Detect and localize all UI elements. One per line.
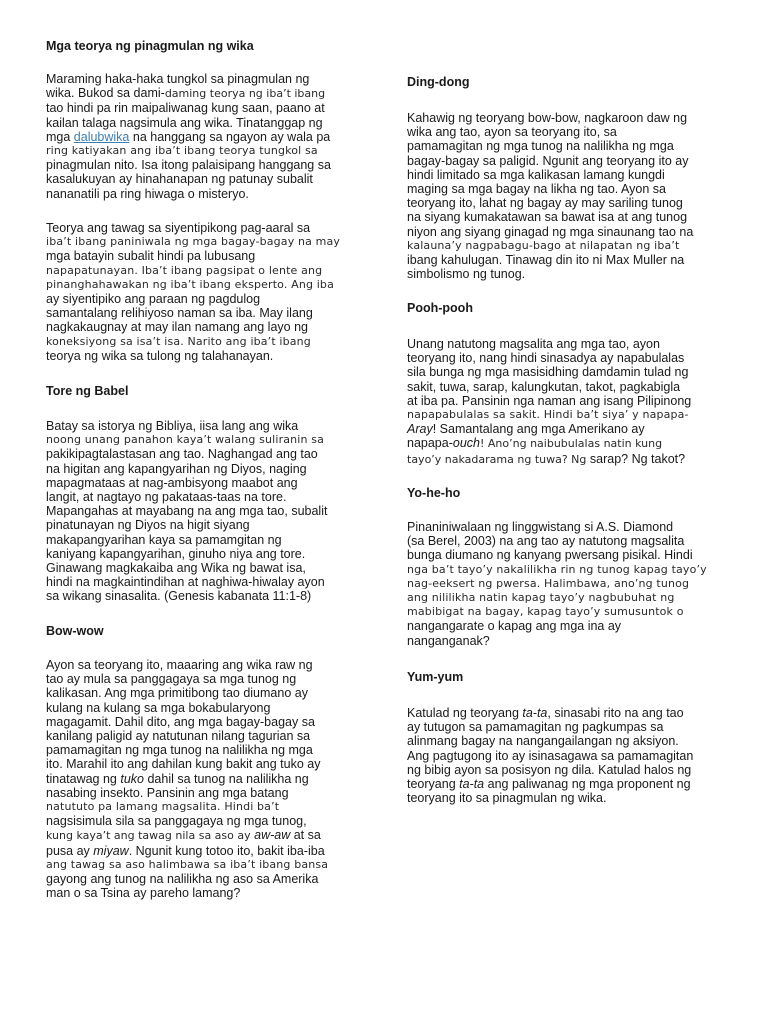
text-line — [407, 619, 707, 633]
text-segment: ay siyentipiko ang paraan ng pagdulog — [46, 292, 261, 307]
text-segment: sakit, tuwa, sarap, kalungkutan, takot, pagkabigla — [407, 379, 681, 394]
ding-dong-heading: Ding-dong — [407, 75, 470, 89]
text-line — [46, 743, 328, 757]
text-line — [407, 225, 693, 239]
text-line — [46, 800, 328, 814]
text-line — [407, 380, 691, 394]
text-segment: nagsisimula sila sa panggagaya ng mga tunog, — [46, 814, 307, 829]
text-segment: makapangyarihan kaya sa pamamgitan ng — [46, 532, 282, 547]
text-line — [46, 886, 328, 900]
text-line — [46, 701, 328, 715]
text-line — [407, 436, 691, 451]
text-segment: nasabing insekto. Pansinin ang mga batang — [46, 785, 289, 800]
text-segment: pusa ay — [46, 843, 94, 858]
text-line — [46, 144, 331, 158]
text-line — [46, 235, 340, 249]
text-line — [407, 605, 707, 619]
text-line — [46, 858, 328, 872]
text-segment: simbolismo ng tunog. — [407, 267, 526, 282]
text-segment: ng bibig ayon sa posisyon ng dila. Katulad halos ng — [407, 762, 692, 777]
text-segment: langit, at nagtayo ng pakataas-taas na tore. — [46, 490, 287, 505]
text-segment: (sa Berel, 2003) na ang tao ay natutong magsalita — [407, 534, 685, 549]
text-line — [407, 520, 707, 534]
text-segment: tinatawag ng — [46, 771, 121, 786]
text-segment: napapabulalas sa sakit. Hindi ba’t siya’ y napapa- — [407, 408, 689, 422]
text-line — [46, 158, 331, 172]
text-line — [46, 872, 328, 886]
yum-yum-paragraph — [407, 706, 693, 805]
text-segment: tayo’y nakadarama ng tuwa? Ng — [407, 452, 590, 466]
bow-wow-heading: Bow-wow — [46, 624, 104, 638]
text-segment: Katulad ng teoryang — [407, 706, 523, 720]
yo-he-ho-heading: Yo-he-ho — [407, 486, 461, 500]
text-line — [407, 777, 693, 791]
text-segment: dahil sa tunog na nalilikha ng — [144, 771, 309, 786]
teorya-paragraph — [46, 221, 340, 363]
text-segment: gayong ang tunog na nalilikha ng aso sa Amerika — [46, 872, 319, 887]
text-line — [46, 772, 328, 786]
text-line — [46, 686, 328, 700]
text-line — [46, 757, 328, 771]
tore-ng-babel-paragraph — [46, 419, 327, 604]
text-segment: ang paliwanag ng mga proponent ng — [484, 777, 691, 792]
text-line — [407, 154, 693, 168]
text-line — [46, 518, 327, 532]
text-line — [46, 320, 340, 334]
italic-term: ta-ta — [459, 777, 485, 792]
italic-term: aw-aw — [254, 828, 291, 843]
italic-term: tuko — [120, 771, 144, 786]
text-segment: ! Samantalang ang mga Amerikano ay — [432, 422, 645, 437]
text-line — [46, 306, 340, 320]
text-segment: niyon ang siyang ginagad ng mga sinaunang tao na — [407, 224, 694, 239]
text-segment: nag-eeksert ng pwersa. Halimbawa, ano’ng tunog — [407, 576, 690, 590]
text-line — [46, 561, 327, 575]
text-segment: hindi limitado sa mga kalikasan lamang kungdi — [407, 167, 665, 182]
text-segment: , sinasabi rito na ang tao — [547, 706, 684, 720]
text-line — [46, 658, 328, 672]
text-line — [407, 422, 691, 436]
text-line — [407, 577, 707, 591]
text-line — [407, 111, 693, 125]
text-segment: ito. Marahil ito ang dahilan kung bakit ang tuko ay — [46, 757, 321, 772]
text-segment: magagamit. Dahil dito, ang mga bagay-bagay sa — [46, 714, 315, 729]
text-segment: mabibigat na bagay, kapag tayo’y sumusuntok o — [407, 605, 684, 619]
text-line — [46, 433, 327, 447]
text-segment: daming teorya ng iba’t ibang — [164, 87, 326, 101]
text-segment: kasalukuyan ay hinahanapan ng patunay subalit — [46, 172, 313, 187]
text-segment: pinatunayan ng Diyos na higit siyang — [46, 518, 250, 533]
text-segment: ibang kahulugan. Tinawag din ito ni Max Muller na — [407, 253, 685, 268]
text-segment: Pinaniniwalaan ng linggwistang si A.S. Diamond — [407, 520, 674, 534]
pooh-pooh-paragraph — [407, 337, 691, 467]
text-segment: Teorya ang tawag sa siyentipikong pag-aaral sa — [46, 221, 311, 235]
text-line — [407, 548, 707, 562]
text-segment: mga batayin subalit hindi pa lubusang — [46, 249, 256, 264]
text-segment: maging sa mga bagay na likha ng tao. Ayon sa — [407, 182, 666, 197]
ding-dong-paragraph — [407, 111, 693, 281]
text-segment: na higitan ang kapangyarihan ng Diyos, naging — [46, 461, 307, 476]
text-line — [46, 672, 328, 686]
text-segment: at iba pa. Pansinin nga naman ang isang Pilipinong — [407, 393, 692, 408]
text-segment: bunga diumano ng kanyang pwersang pisikal. Hindi — [407, 548, 693, 563]
text-line — [46, 292, 340, 306]
text-segment: pamamagitan ng mga tunog na nalilikha ng mga — [407, 139, 674, 154]
text-line — [407, 267, 693, 281]
text-segment: hindi na magkaintindihan at naghiwa-hiwalay ayon — [46, 575, 325, 590]
text-segment: nanganganak? — [407, 633, 490, 648]
text-segment: mapagmataas at nag-ambisyong maabot ang — [46, 475, 298, 490]
text-line — [407, 239, 693, 253]
text-line — [407, 168, 693, 182]
text-segment: teorya ng wika sa tulong ng talahanayan. — [46, 348, 274, 363]
text-segment: koneksiyong sa isa’t isa. Narito ang iba’t ibang — [46, 334, 311, 348]
text-line — [46, 221, 340, 235]
text-segment: mga — [46, 129, 74, 144]
text-segment: kaniyang kapangyarihan, ginuho niya ang tore. — [46, 546, 306, 561]
text-segment: nananatili pa ring hiwaga o misteryo. — [46, 186, 249, 201]
text-segment: teoryang — [407, 777, 460, 792]
text-segment: nga ba’t tayo’y nakalilikha rin ng tunog kapag tayo’y — [407, 562, 707, 576]
text-line — [46, 86, 331, 101]
text-line — [46, 814, 328, 828]
text-line — [407, 196, 693, 210]
text-segment: Batay sa istorya ng Bibliya, iisa lang ang wika — [46, 419, 299, 433]
text-segment: Kahawig ng teoryang bow-bow, nagkaroon daw ng — [407, 111, 688, 125]
text-segment: kalikasan. Ang mga primitibong tao diumano ay — [46, 686, 308, 701]
text-segment: wika ang tao, ayon sa teoryang ito, sa — [407, 125, 617, 140]
text-line — [407, 563, 707, 577]
text-line — [407, 749, 693, 763]
text-line — [46, 462, 327, 476]
text-line — [46, 419, 327, 433]
italic-term: Aray — [407, 422, 433, 437]
pooh-pooh-heading: Pooh-pooh — [407, 301, 473, 315]
text-line — [407, 534, 707, 548]
text-line — [407, 365, 691, 379]
text-segment: Ang pagtugong ito ay isinasagawa sa pamamagitan — [407, 748, 694, 763]
text-segment: at sa — [290, 828, 321, 843]
text-line — [407, 253, 693, 267]
text-line — [407, 408, 691, 422]
text-segment: bagay-bagay sa paligid. Ngunit ang teoryang ito ay — [407, 153, 689, 168]
text-line — [407, 763, 693, 777]
text-segment: nangangarate o kapag ang mga ina ay — [407, 619, 622, 634]
text-line — [407, 337, 691, 351]
text-line — [46, 349, 340, 363]
text-segment: Ginawang magkakaiba ang Wika ng bawat isa, — [46, 561, 306, 576]
text-line — [46, 172, 331, 186]
text-line — [46, 72, 331, 86]
text-line — [407, 210, 693, 224]
text-line — [407, 351, 691, 365]
text-line — [407, 139, 693, 153]
text-segment: kalauna’y nagpabagu-bago at nilapatan ng iba’t — [407, 238, 680, 252]
italic-term: ta-ta — [522, 706, 548, 720]
text-segment: teoryang ito sa pinagmulan ng wika. — [407, 791, 607, 806]
intro-paragraph — [46, 72, 331, 201]
italic-term: ouch — [452, 436, 480, 451]
text-segment: pamamagitan ng mga tunog na nalilikha ng mga — [46, 743, 313, 758]
text-line — [407, 734, 693, 748]
text-line — [46, 278, 340, 292]
text-line — [46, 729, 328, 743]
text-segment: pinanghahawakan ng iba’t ibang eksperto. Ang iba — [46, 277, 334, 291]
text-segment: Maraming haka-haka tungkol sa pinagmulan ng — [46, 72, 310, 86]
text-line — [46, 786, 328, 800]
text-line — [407, 182, 693, 196]
text-line — [407, 706, 693, 720]
text-line — [46, 101, 331, 115]
text-segment: ang nililikha natin kapag tayo’y nagbubuhat ng — [407, 591, 675, 605]
text-segment: pinagmulan nito. Isa itong palaisipang hanggang sa — [46, 158, 331, 173]
text-segment: natututo pa lamang magsalita. Hindi ba’t — [46, 800, 280, 814]
text-segment: na hanggang sa ngayon ay wala pa — [129, 129, 331, 144]
text-line — [46, 447, 327, 461]
text-segment: wika. Bukod sa dami- — [46, 86, 165, 101]
yum-yum-heading: Yum-yum — [407, 670, 464, 684]
text-line — [407, 720, 693, 734]
text-segment: kailan talaga nagsimula ang wika. Tinatanggap ng — [46, 115, 323, 130]
text-line — [46, 187, 331, 201]
italic-term: miyaw — [93, 843, 129, 858]
text-line — [407, 394, 691, 408]
text-segment: napapa- — [407, 436, 453, 451]
text-segment: ay tutugon sa pamamagitan ng pagkumpas sa — [407, 720, 664, 735]
text-line — [407, 125, 693, 139]
text-segment: Unang natutong magsalita ang mga tao, ayon — [407, 337, 660, 351]
text-segment: na siyang kumakatawan sa bawat isa at ang tunog — [407, 210, 688, 225]
text-segment: sila bunga ng mga masisidhing damdamin tulad ng — [407, 365, 689, 380]
text-segment: nagkakaugnay at may ilan namang ang layo ng — [46, 320, 308, 335]
text-segment: kulang na kulang sa mga bokabularyong — [46, 700, 271, 715]
text-segment: man o sa Tsina ay pareho lamang? — [46, 886, 241, 901]
text-segment: iba’t ibang paniniwala ng mga bagay-bagay na may — [46, 235, 341, 249]
text-segment: ring katiyakan ang iba’t ibang teorya tungkol sa — [46, 144, 318, 158]
text-line — [407, 452, 691, 467]
text-segment: kung kaya’t ang tawag nila sa aso ay — [46, 829, 255, 843]
text-segment: . Ngunit kung totoo ito, bakit iba-iba — [128, 843, 325, 858]
yo-he-ho-paragraph — [407, 520, 707, 648]
tore-ng-babel-heading: Tore ng Babel — [46, 384, 129, 398]
text-segment: alinmang bagay na nangangailangan ng aksiyon. — [407, 734, 679, 749]
text-line — [46, 547, 327, 561]
text-line — [46, 490, 327, 504]
text-segment: noong unang panahon kaya’t walang suliranin sa — [46, 433, 325, 447]
text-segment: Ayon sa teoryang ito, maaaring ang wika raw ng — [46, 658, 313, 672]
text-segment: ! Ano’ng naibubulalas natin kung — [479, 437, 663, 451]
text-line — [46, 476, 327, 490]
text-segment: sa wikang sinasalita. (Genesis kabanata 11:1-8) — [46, 589, 312, 604]
text-line — [46, 828, 328, 843]
text-segment: teoryang ito, nang hindi sinasadya ay napabulalas — [407, 351, 685, 366]
page-title: Mga teorya ng pinagmulan ng wika — [46, 39, 254, 53]
text-line — [46, 335, 340, 349]
text-line — [407, 634, 707, 648]
text-segment: tao hindi pa rin maipaliwanag kung saan, paano at — [46, 101, 325, 116]
text-segment: napapatunayan. Iba’t ibang pagsipat o lente ang — [46, 263, 323, 277]
text-segment: samantalang relihiyoso naman sa iba. May ilang — [46, 306, 313, 321]
dalubwika-link[interactable]: dalubwika — [73, 129, 130, 144]
text-line — [46, 504, 327, 518]
text-line — [46, 533, 327, 547]
text-line — [407, 591, 707, 605]
text-line — [46, 844, 328, 858]
text-segment: pakikipagtalastasan ang tao. Naghangad ang tao — [46, 447, 318, 462]
text-line — [46, 249, 340, 263]
text-segment: tao ay mula sa panggagaya sa mga tunog ng — [46, 672, 297, 687]
text-line — [46, 575, 327, 589]
text-line — [46, 715, 328, 729]
text-line — [407, 791, 693, 805]
text-segment: kanilang paligid ay natutunan nilang tagurian sa — [46, 729, 311, 744]
text-segment: sarap? Ng takot? — [589, 451, 686, 466]
text-segment: ang tawag sa aso halimbawa sa iba’t ibang bansa — [46, 857, 329, 871]
bow-wow-paragraph — [46, 658, 328, 900]
text-line — [46, 116, 331, 130]
text-line — [46, 589, 327, 603]
text-line — [46, 130, 331, 144]
text-line — [46, 264, 340, 278]
text-segment: teoryang ito, lahat ng bagay ay may sariling tunog — [407, 196, 683, 211]
text-segment: Mapangahas at mayabang na ang mga tao, subalit — [46, 504, 328, 519]
